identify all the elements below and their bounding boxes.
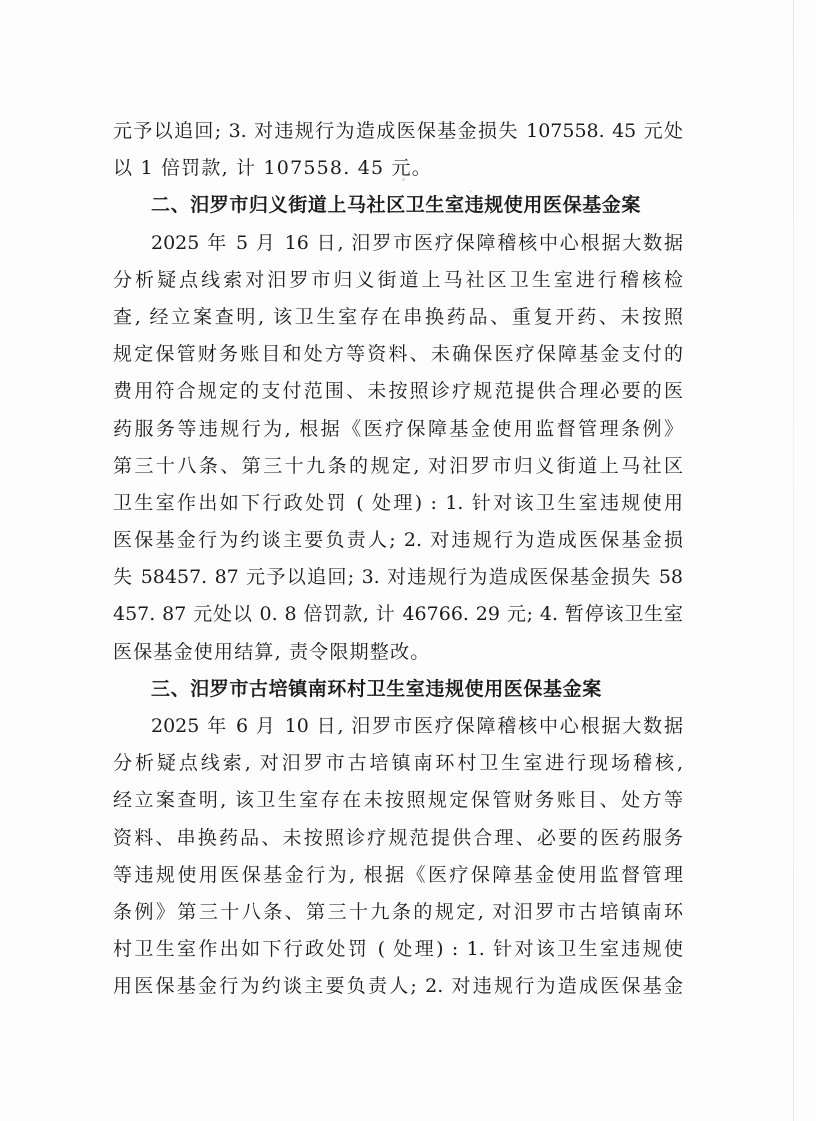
paragraph-line xyxy=(113,448,683,485)
line-text: 规定保管财务账目和处方等资料、未确保医疗保障基金支付的 xyxy=(113,343,683,366)
paragraph-line xyxy=(113,485,683,522)
line-text: 第三十八条、第三十九条的规定, 对汨罗市归义街道上马社区 xyxy=(113,454,683,477)
scan-edge-line xyxy=(793,0,794,1121)
line-text: 等违规使用医保基金行为, 根据《医疗保障基金使用监督管理 xyxy=(113,863,683,886)
paragraph-line xyxy=(113,894,683,931)
line-text: 条例》第三十八条、第三十九条的规定, 对汨罗市古培镇南环 xyxy=(113,900,683,923)
line-text: 村卫生室作出如下行政处罚 ( 处理) : 1. 针对该卫生室违规使 xyxy=(113,938,683,961)
line-text: 元予以追回; 3. 对违规行为造成医保基金损失 107558. 45 元处 xyxy=(113,120,683,142)
line-text: 2025 年 6 月 10 日, 汨罗市医疗保障稽核中心根据大数据 xyxy=(151,715,683,737)
line-text: 分析疑点线索对汨罗市归义街道上马社区卫生室进行稽核检 xyxy=(113,268,683,291)
paragraph-line xyxy=(113,782,683,819)
line-text: 资料、串换药品、未按照诊疗规范提供合理、必要的医药服务 xyxy=(113,826,683,849)
paragraph-line xyxy=(113,745,683,782)
line-text: 医保基金行为约谈主要负责人; 2. 对违规行为造成医保基金损 xyxy=(113,529,683,552)
section-heading xyxy=(113,187,683,224)
paragraph-line xyxy=(113,968,683,1005)
paragraph-line xyxy=(113,411,683,448)
paragraph-line xyxy=(113,634,683,671)
line-text: 用医保基金行为约谈主要负责人; 2. 对违规行为造成医保基金 xyxy=(113,975,683,998)
paragraph-line xyxy=(113,559,683,596)
line-text: 2025 年 5 月 16 日, 汨罗市医疗保障稽核中心根据大数据 xyxy=(151,231,683,254)
line-text: 经立案查明, 该卫生室存在未按照规定保管财务账目、处方等 xyxy=(113,789,683,812)
paragraph-line xyxy=(113,931,683,968)
paragraph-line xyxy=(113,522,683,559)
document-body xyxy=(113,113,683,1006)
line-text: 三、汨罗市古培镇南环村卫生室违规使用医保基金案 xyxy=(151,677,602,700)
paragraph-line xyxy=(113,820,683,857)
line-text: 以 1 倍罚款, 计 107558. 45 元。 xyxy=(113,157,432,180)
line-text: 失 58457. 87 元予以追回; 3. 对违规行为造成医保基金损失 58 xyxy=(113,566,683,589)
paragraph-line xyxy=(113,373,683,410)
paragraph-line xyxy=(113,225,683,262)
paragraph-line xyxy=(113,708,683,745)
paragraph-line xyxy=(113,336,683,373)
section-heading xyxy=(113,671,683,708)
paragraph-line xyxy=(113,299,683,336)
line-text: 卫生室作出如下行政处罚 ( 处理) : 1. 针对该卫生室违规使用 xyxy=(113,491,683,514)
line-text: 二、汨罗市归义街道上马社区卫生室违规使用医保基金案 xyxy=(151,194,642,217)
line-text: 药服务等违规行为, 根据《医疗保障基金使用监督管理条例》 xyxy=(113,417,683,440)
line-text: 费用符合规定的支付范围、未按照诊疗规范提供合理必要的医 xyxy=(113,380,683,403)
paragraph-line xyxy=(113,262,683,299)
line-text: 查, 经立案查明, 该卫生室存在串换药品、重复开药、未按照 xyxy=(113,305,683,328)
paragraph-line xyxy=(113,596,683,633)
paragraph-line xyxy=(113,113,683,150)
line-text: 医保基金使用结算, 责令限期整改。 xyxy=(113,640,431,663)
line-text: 分析疑点线索, 对汨罗市古培镇南环村卫生室进行现场稽核, xyxy=(113,752,683,775)
paragraph-line xyxy=(113,857,683,894)
line-text: 457. 87 元处以 0. 8 倍罚款, 计 46766. 29 元; 4. 暂停该卫生室 xyxy=(113,603,683,626)
paragraph-line xyxy=(113,150,683,187)
